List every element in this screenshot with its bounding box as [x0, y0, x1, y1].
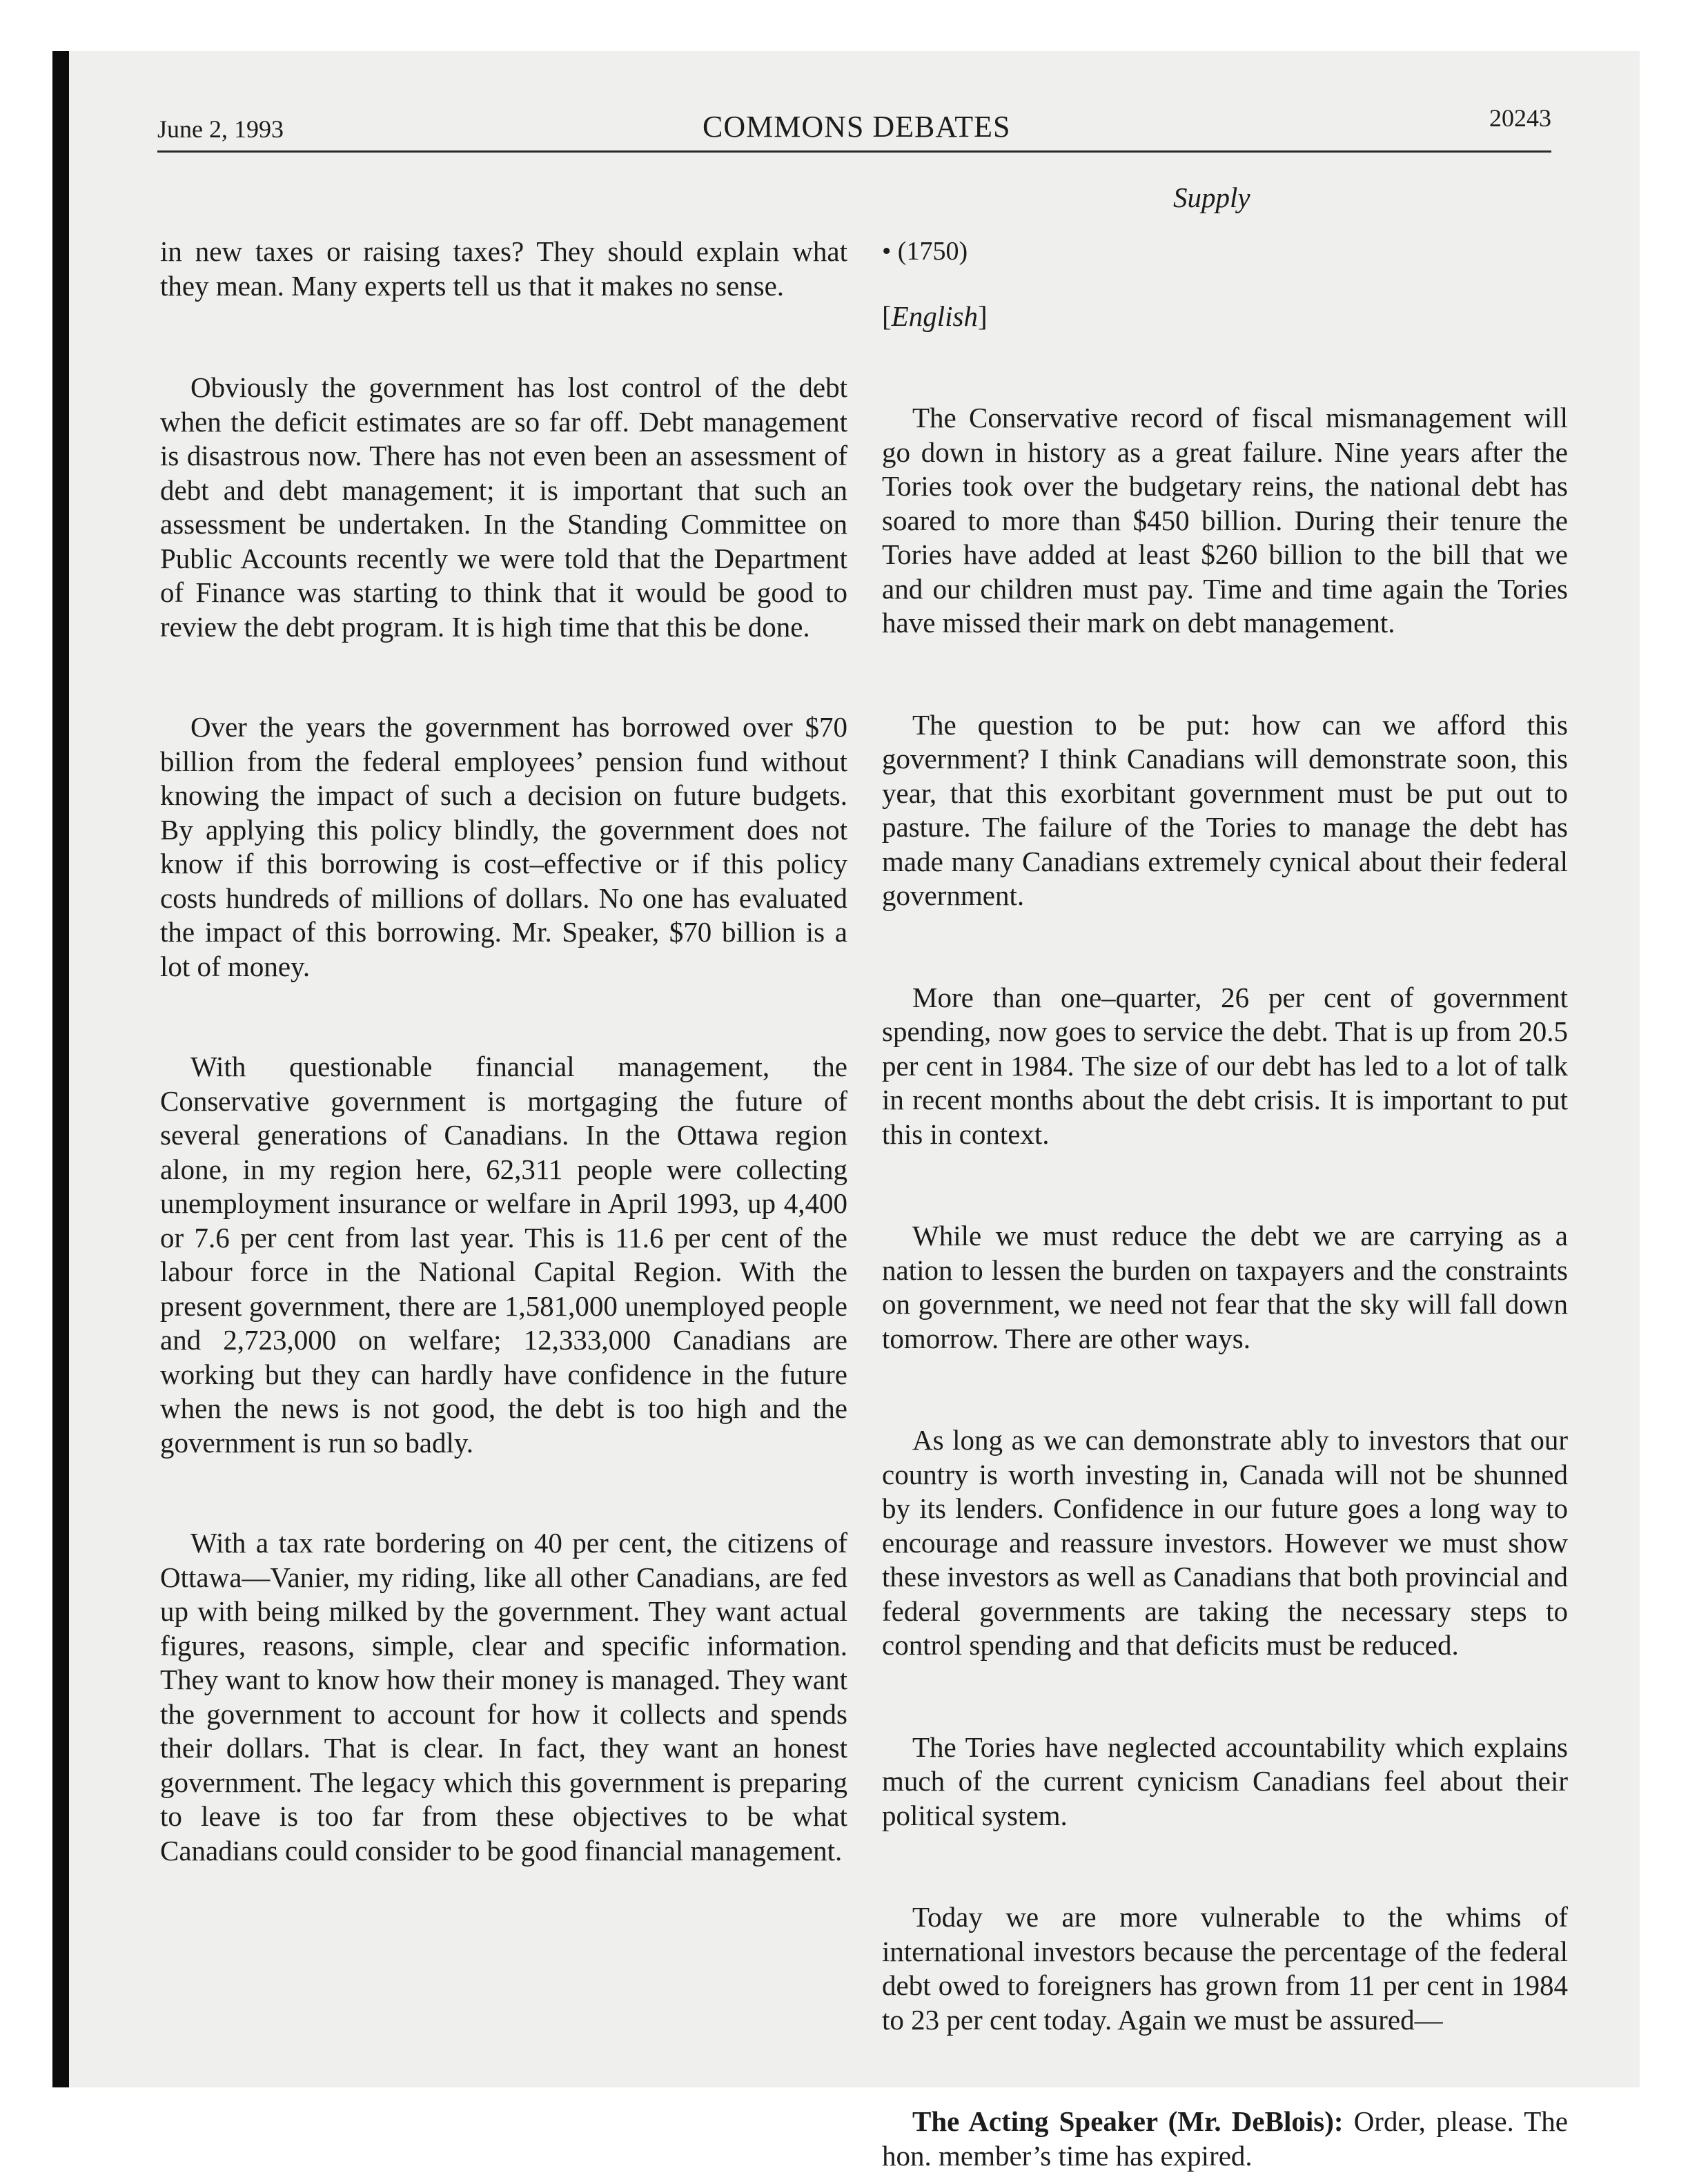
- left-paragraph-2: Obviously the government has lost control of the debt when the deficit estimates are so far off. Debt management is disastrous now. There has not even been an assessment of debt and debt management; it is important that such an assessment be undertaken. In the Standing Committee on Public Accounts recently we were told that the Department of Finance was starting to think that it would be good to review the debt program. It is high time that this be done.: [160, 371, 847, 643]
- header-date: June 2, 1993: [157, 115, 284, 143]
- right-paragraph-6: The Tories have neglected accountability which explains much of the current cynicism Canadians feel about their political system.: [882, 1731, 1568, 1831]
- left-column: [160, 235, 847, 1868]
- right-paragraph-3: More than one–quarter, 26 per cent of government spending, now goes to service the debt. That is up from 20.5 per cent in 1984. The size of our debt has led to a lot of talk in recent months about the debt crisis. It is important to put this in context.: [882, 981, 1568, 1150]
- right-paragraph-2: The question to be put: how can we afford this government? I think Canadians will demonstrate soon, this year, that this exorbitant government must be put out to pasture. The failure of the Tories to manage the debt has made many Canadians extremely cynical about their federal government.: [882, 708, 1568, 911]
- right-paragraph-7: Today we are more vulnerable to the whims of international investors because the percentage of the federal debt owed to foreigners has grown from 11 per cent in 1984 to 23 per cent today. Again we must be assured—: [882, 1901, 1568, 2036]
- right-paragraph-4: While we must reduce the debt we are carrying as a nation to lessen the burden on taxpayers and the constraints on government, we need not fear that the sky will fall down tomorrow. There are other ways.: [882, 1220, 1568, 1354]
- language-note-text: English: [891, 300, 978, 332]
- page-binding-edge: [52, 51, 69, 2087]
- left-paragraph-1: in new taxes or raising taxes? They should explain what they mean. Many experts tell us that it makes no sense.: [160, 235, 847, 302]
- speaker-text: Order, please. The hon. member’s time has expired.: [882, 2105, 1568, 2172]
- page-header: [157, 104, 1551, 152]
- header-page-number: 20243: [1489, 104, 1551, 132]
- left-paragraph-5: With a tax rate bordering on 40 per cent, the citizens of Ottawa—Vanier, my riding, like all other Canadians, are fed up with being milked by the government. They want actual figures, reasons, simple, clear and specific information. They want to know how their money is managed. They want the government to account for how it collects and spends their dollars. That is clear. In fact, they want an honest government. The legacy which this government is preparing to leave is too far from these objectives to be what Canadians could consider to be good financial management.: [160, 1527, 847, 1867]
- header-rule: [157, 150, 1551, 153]
- speaker-paragraph: [882, 2105, 1568, 2173]
- time-marker: • (1750): [882, 237, 968, 266]
- left-paragraph-3: Over the years the government has borrowed over $70 billion from the federal employees’ pension fund without knowing the impact of such a decision on future budgets. By applying this policy blindly, the government does not know if this borrowing is cost–effective or if this policy costs hundreds of millions of dollars. No one has evaluated the impact of this borrowing. Mr. Speaker, $70 billion is a lot of money.: [160, 711, 847, 982]
- right-paragraph-5: As long as we can demonstrate ably to investors that our country is worth investing in, Canada will not be shunned by its lenders. Confidence in our future goes a long way to encourage and reassure investors. However we must show these investors as well as Canadians that both provincial and federal governments are taking the necessary steps to control spending and that deficits must be reduced.: [882, 1424, 1569, 1661]
- left-paragraph-4: With questionable financial management, the Conservative government is mortgaging the future of several generations of Canadians. In the Ottawa region alone, in my region here, 62,311 people were collecting unemployment insurance or welfare in April 1993, up 4,400 or 7.6 per cent from last year. This is 11.6 per cent of the labour force in the National Capital Region. With the present government, there are 1,581,000 unemployed people and 2,723,000 on welfare; 12,333,000 Canadians are working but they can hardly have confidence in the future when the news is not good, the debt is too high and the government is run so badly.: [160, 1051, 847, 1459]
- right-paragraph-1: The Conservative record of fiscal mismanagement will go down in history as a great failure. Nine years after the Tories took over the budgetary reins, the national debt has soared to more than $450 billion. During their tenure the Tories have added at least $260 billion to the bill that we and our children must pay. Time and time again the Tories have missed their mark on debt management.: [882, 402, 1568, 639]
- speaker-name: The Acting Speaker (Mr. DeBlois):: [912, 2105, 1344, 2137]
- section-label: Supply: [1173, 182, 1250, 213]
- right-column: [882, 235, 1568, 2173]
- header-title: COMMONS DEBATES: [703, 110, 1011, 144]
- language-note: [English]: [882, 300, 988, 332]
